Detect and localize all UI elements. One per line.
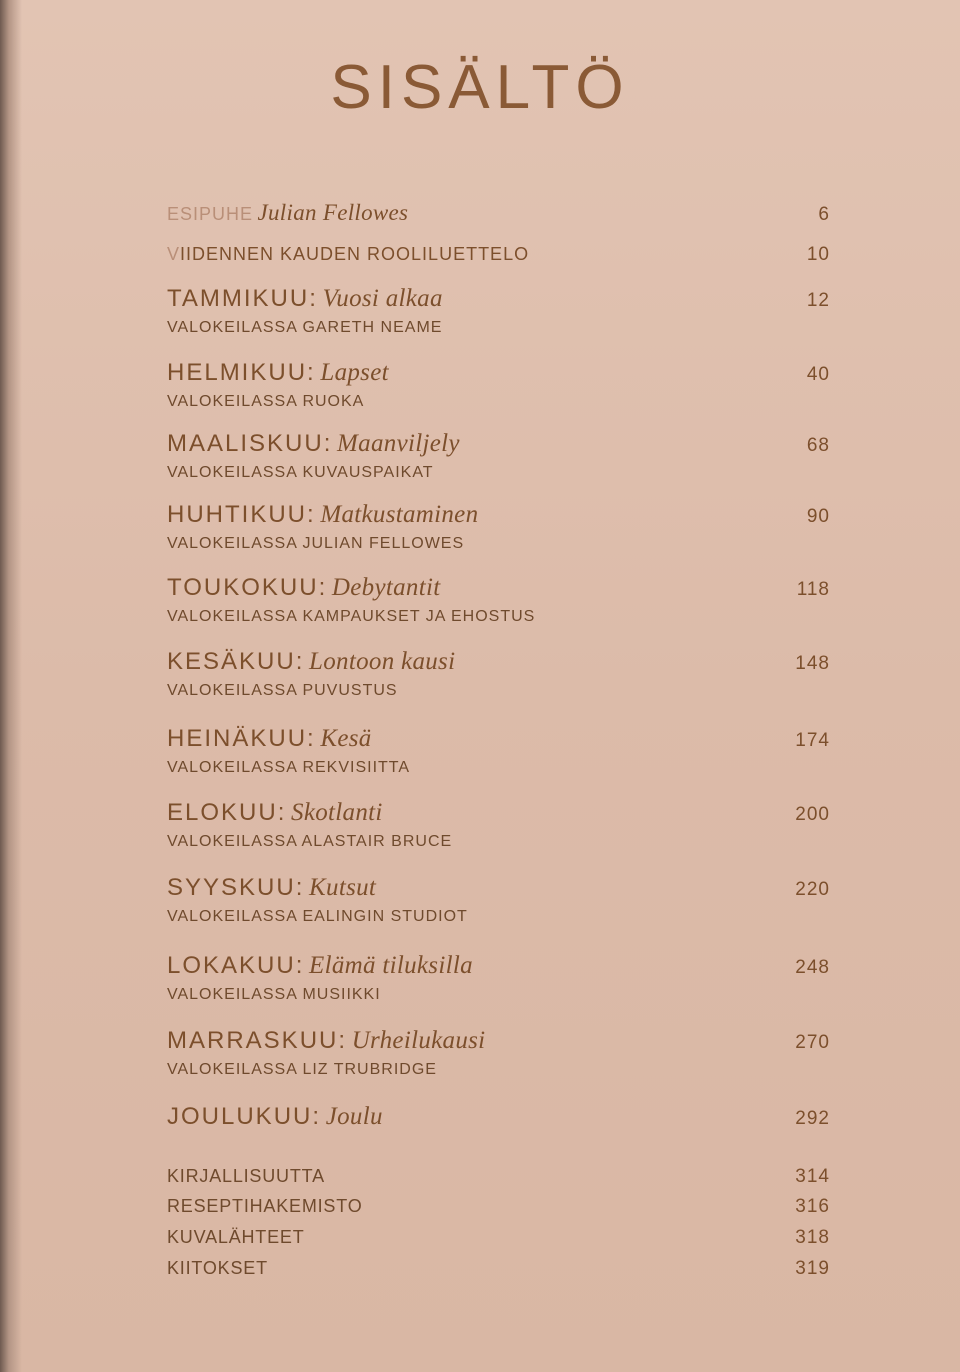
entry-label: RESEPTIHAKEMISTO (167, 1196, 363, 1216)
toc-entry-month: SYYSKUU: Kutsut 220 VALOKEILASSA EALINGIN STUDIOT (167, 874, 830, 925)
toc-entry-month: TAMMIKUU: Vuosi alkaa 12 VALOKEILASSA GARETH NEAME (167, 285, 830, 336)
page-number: 200 (795, 804, 830, 825)
page-number: 318 (795, 1227, 830, 1248)
toc-entry-back (167, 1166, 830, 1188)
page-number: 319 (795, 1258, 830, 1279)
toc-entry-month: TOUKOKUU: Debytantit 118 VALOKEILASSA KAMPAUKSET JA EHOSTUS (167, 574, 830, 625)
chapter-subtitle: Skotlanti (291, 799, 383, 826)
chapter-subtitle: Joulu (325, 1103, 383, 1130)
toc-entry-month: MARRASKUU: Urheilukausi 270 VALOKEILASSA LIZ TRUBRIDGE (167, 1027, 830, 1078)
book-spine-shadow (0, 0, 22, 1372)
page-number: 118 (796, 579, 830, 600)
page-number: 220 (795, 879, 830, 900)
page-number: 148 (795, 653, 830, 674)
toc-entry-back (167, 1196, 830, 1218)
page-number: 314 (795, 1166, 830, 1187)
month-name: TOUKOKUU (167, 574, 319, 601)
toc-entry-back (167, 1258, 830, 1280)
toc-entry-month: KESÄKUU: Lontoon kausi 148 VALOKEILASSA PUVUSTUS (167, 648, 830, 699)
entry-label: KUVALÄHTEET (167, 1227, 305, 1247)
entry-author: Julian Fellowes (257, 200, 409, 225)
month-name: LOKAKUU (167, 952, 296, 979)
month-name: ELOKUU (167, 799, 278, 826)
page-number: 68 (806, 435, 830, 456)
toc-entry-month: LOKAKUU: Elämä tiluksilla 248 VALOKEILASSA MUSIIKKI (167, 952, 830, 1003)
month-name: TAMMIKUU (167, 285, 310, 312)
spotlight-line: VALOKEILASSA GARETH NEAME (167, 319, 443, 336)
toc-entry-month: MAALISKUU: Maanviljely 68 VALOKEILASSA KUVAUSPAIKAT (167, 430, 830, 481)
chapter-subtitle: Vuosi alkaa (322, 285, 443, 312)
entry-label: IIDENNEN KAUDEN ROOLILUETTELO (180, 244, 530, 264)
spotlight-line: VALOKEILASSA RUOKA (167, 393, 365, 410)
spotlight-line: VALOKEILASSA ALASTAIR BRUCE (167, 833, 453, 850)
month-name: JOULUKUU (167, 1103, 313, 1130)
month-name: KESÄKUU (167, 648, 296, 675)
spotlight-line: VALOKEILASSA REKVISIITTA (167, 759, 411, 776)
chapter-subtitle: Lontoon kausi (309, 648, 456, 675)
month-name: HELMIKUU (167, 359, 308, 386)
spotlight-line: VALOKEILASSA LIZ TRUBRIDGE (167, 1061, 437, 1078)
spotlight-line: VALOKEILASSA JULIAN FELLOWES (167, 535, 465, 552)
page-number: 12 (806, 290, 830, 311)
toc-entry-month: HUHTIKUU: Matkustaminen 90 VALOKEILASSA JULIAN FELLOWES (167, 501, 830, 552)
chapter-subtitle: Urheilukausi (351, 1027, 486, 1054)
page-number: 292 (795, 1108, 830, 1129)
page-number: 90 (806, 506, 830, 527)
month-name: MARRASKUU (167, 1027, 339, 1054)
chapter-subtitle: Maanviljely (337, 430, 460, 457)
chapter-subtitle: Kutsut (309, 874, 377, 901)
month-name: MAALISKUU (167, 430, 324, 457)
page-number: 6 (818, 204, 830, 225)
entry-label: KIRJALLISUUTTA (167, 1166, 325, 1186)
page-number: 40 (806, 364, 830, 385)
spotlight-line: VALOKEILASSA KAMPAUKSET JA EHOSTUS (167, 608, 536, 625)
page-number: 10 (806, 244, 830, 265)
entry-label: KIITOKSET (167, 1258, 268, 1278)
toc-entry-month: HELMIKUU: Lapset 40 VALOKEILASSA RUOKA (167, 359, 830, 410)
month-name: HEINÄKUU (167, 725, 308, 752)
page-number: 174 (795, 730, 830, 751)
chapter-subtitle: Kesä (320, 725, 372, 752)
toc-entry-foreword (167, 200, 830, 226)
chapter-subtitle: Debytantit (331, 574, 441, 601)
chapter-subtitle: Lapset (320, 359, 389, 386)
entry-label: SIPUHE (180, 204, 254, 224)
toc-entry-month: JOULUKUU: Joulu 292 (167, 1103, 830, 1130)
entry-label-initial: E (167, 204, 181, 224)
spotlight-line: VALOKEILASSA MUSIIKKI (167, 986, 381, 1003)
chapter-subtitle: Elämä tiluksilla (309, 952, 473, 979)
chapter-subtitle: Matkustaminen (320, 501, 479, 528)
page-title: SISÄLTÖ (330, 53, 630, 122)
month-name: SYYSKUU (167, 874, 296, 901)
entry-label-initial: V (167, 244, 181, 264)
spotlight-line: VALOKEILASSA PUVUSTUS (167, 682, 398, 699)
toc-entry-month: HEINÄKUU: Kesä 174 VALOKEILASSA REKVISIITTA (167, 725, 830, 776)
toc-entry-back (167, 1227, 830, 1249)
toc-entry-cast-list (167, 244, 830, 266)
spotlight-line: VALOKEILASSA KUVAUSPAIKAT (167, 464, 434, 481)
spotlight-line: VALOKEILASSA EALINGIN STUDIOT (167, 908, 468, 925)
page-number: 248 (795, 957, 830, 978)
month-name: HUHTIKUU (167, 501, 307, 528)
page-number: 270 (795, 1032, 830, 1053)
page-number: 316 (795, 1196, 830, 1217)
toc-entry-month: ELOKUU: Skotlanti 200 VALOKEILASSA ALASTAIR BRUCE (167, 799, 830, 850)
